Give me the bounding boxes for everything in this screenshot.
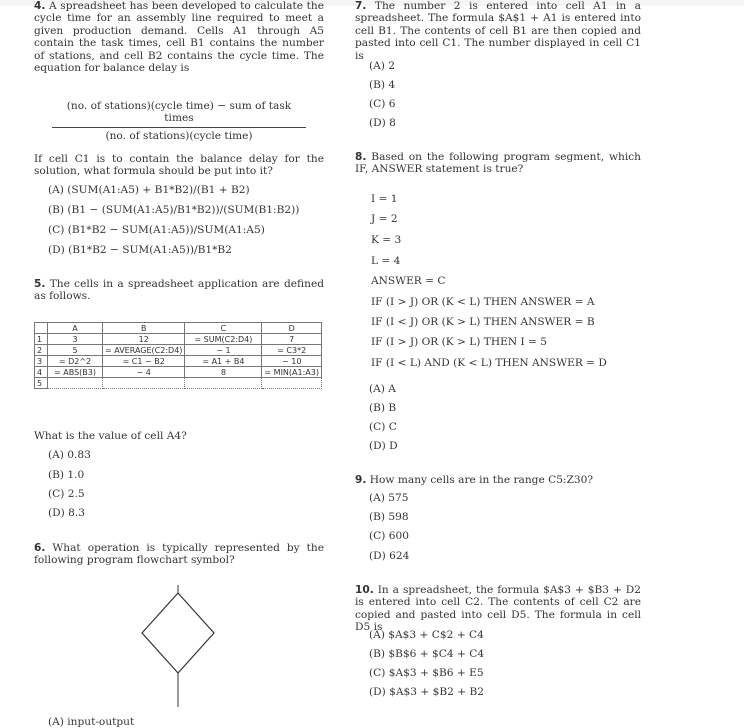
code-line-5: ANSWER = C — [371, 275, 446, 287]
code-line-3: K = 3 — [371, 234, 402, 246]
q9-text — [355, 474, 641, 486]
spreadsheet-row — [35, 367, 322, 378]
q9-choice-b: (B) 598 — [369, 511, 409, 523]
q9-number: 9. — [355, 474, 367, 486]
fraction-bar — [52, 127, 306, 128]
q7-body: The number 2 is entered into cell A1 in a spreadsheet. The formula $A$1 + A1 is entered into cell B1. The contents of cell B1 are then copied and pasted into cell C1. The number displayed in cell C1 is — [355, 0, 642, 62]
q7-choice-c: (C) 6 — [369, 98, 396, 110]
row-number: 1 — [35, 334, 48, 345]
q10-choice-a: (A) $A$3 + C$2 + C4 — [369, 629, 484, 641]
q5-choice-b: (B) 1.0 — [48, 469, 85, 481]
code-line-1: I = 1 — [371, 193, 398, 205]
cell-c2: − 1 — [185, 345, 262, 356]
cell-c1: = SUM(C2:D4) — [185, 334, 262, 345]
spreadsheet-row — [35, 356, 322, 367]
q6-choice-a: (A) input-output — [48, 716, 135, 728]
cell-c4: 8 — [185, 367, 262, 378]
q10-number: 10. — [355, 584, 374, 596]
q10-choice-c: (C) $A$3 + $B6 + E5 — [369, 667, 484, 679]
code-line-6: IF (I > J) OR (K < L) THEN ANSWER = A — [371, 296, 595, 308]
row-number: 5 — [35, 378, 48, 389]
cell-d4: = MIN(A1:A3) — [262, 367, 322, 378]
q6-text — [34, 542, 324, 567]
q10-choice-b: (B) $B$6 + $C4 + C4 — [369, 648, 485, 660]
balance-delay-fraction — [52, 100, 306, 142]
spreadsheet-row — [35, 345, 322, 356]
q8-choice-a: (A) A — [369, 383, 396, 395]
q7-choice-b: (B) 4 — [369, 79, 396, 91]
cell-c5 — [185, 378, 262, 389]
q5-text — [34, 278, 324, 303]
q7-choice-a: (A) 2 — [369, 60, 396, 72]
spreadsheet-row — [35, 334, 322, 345]
q7-choice-d: (D) 8 — [369, 117, 396, 129]
spreadsheet-header-row — [35, 323, 322, 334]
q8-choice-d: (D) D — [369, 440, 398, 452]
q7-text — [355, 0, 641, 62]
q9-choice-c: (C) 600 — [369, 530, 409, 542]
q8-body: Based on the following program segment, which IF, ANSWER statement is true? — [355, 151, 641, 176]
cell-a3: = D2^2 — [48, 356, 103, 367]
column-header-a: A — [48, 323, 103, 334]
q5-body: The cells in a spreadsheet application are defined as follows. — [34, 278, 324, 303]
q4-number: 4. — [34, 0, 46, 12]
code-line-2: J = 2 — [371, 213, 398, 225]
q4-text — [34, 0, 324, 74]
q8-text — [355, 151, 641, 176]
cell-b2: = AVERAGE(C2:D4) — [103, 345, 185, 356]
code-line-9: IF (I < L) AND (K < L) THEN ANSWER = D — [371, 357, 607, 369]
spreadsheet-row — [35, 378, 322, 389]
cell-d5 — [262, 378, 322, 389]
q8-choice-c: (C) C — [369, 421, 397, 433]
q8-number: 8. — [355, 151, 367, 163]
q9-choice-d: (D) 624 — [369, 550, 410, 562]
column-header-c: C — [185, 323, 262, 334]
cell-a5 — [48, 378, 103, 389]
column-header-b: B — [103, 323, 185, 334]
row-number: 4 — [35, 367, 48, 378]
cell-a1: 3 — [48, 334, 103, 345]
row-number: 2 — [35, 345, 48, 356]
q5-question: What is the value of cell A4? — [34, 430, 187, 442]
q5-choice-d: (D) 8.3 — [48, 507, 85, 519]
q10-text — [355, 584, 641, 634]
q5-number: 5. — [34, 278, 46, 290]
cell-d2: = C3*2 — [262, 345, 322, 356]
fraction-denominator: (no. of stations)(cycle time) — [105, 130, 253, 142]
spreadsheet-table — [34, 322, 322, 389]
column-header-d: D — [262, 323, 322, 334]
cell-b1: 12 — [103, 334, 185, 345]
cell-c3: = A1 + B4 — [185, 356, 262, 367]
q4-choice-d: (D) (B1*B2 − SUM(A1:A5))/B1*B2 — [48, 244, 232, 256]
cell-b4: − 4 — [103, 367, 185, 378]
code-line-8: IF (I > J) OR (K > L) THEN I = 5 — [371, 336, 548, 348]
cell-b5 — [103, 378, 185, 389]
cell-b3: = C1 − B2 — [103, 356, 185, 367]
q7-number: 7. — [355, 0, 367, 12]
cell-a2: 5 — [48, 345, 103, 356]
q10-body: In a spreadsheet, the formula $A$3 + $B3 + D2 is entered into cell C2. The contents of cell C2 are copied and pasted into cell D5. The formula in cell D5 is — [355, 584, 642, 634]
row-number: 3 — [35, 356, 48, 367]
q4-choice-a: (A) (SUM(A1:A5) + B1*B2)/(B1 + B2) — [48, 184, 250, 196]
q5-choice-c: (C) 2.5 — [48, 488, 85, 500]
cell-a4: = ABS(B3) — [48, 367, 103, 378]
q9-body: How many cells are in the range C5:Z30? — [369, 474, 594, 486]
q4-choice-b: (B) (B1 − (SUM(A1:A5)/B1*B2))/(SUM(B1:B2)) — [48, 204, 300, 216]
corner-cell — [35, 323, 48, 334]
q5-choice-a: (A) 0.83 — [48, 449, 91, 461]
q10-choice-d: (D) $A$3 + $B2 + B2 — [369, 686, 485, 698]
fraction-numerator: (no. of stations)(cycle time) − sum of task times — [66, 100, 292, 124]
q4-question: If cell C1 is to contain the balance delay for the solution, what formula should be put into it? — [34, 153, 324, 178]
code-line-4: L = 4 — [371, 255, 401, 267]
cell-d3: − 10 — [262, 356, 322, 367]
q4-body: A spreadsheet has been developed to calculate the cycle time for an assembly line required to meet a given production demand. Cells A1 through A5 contain the task times, cell B1 contains the number of stations, and cell B2 contains the cycle time. The equation for balance delay is — [34, 0, 324, 75]
q4-choice-c: (C) (B1*B2 − SUM(A1:A5))/SUM(A1:A5) — [48, 224, 265, 236]
cell-d1: 7 — [262, 334, 322, 345]
decision-diamond-icon — [138, 585, 218, 710]
q9-choice-a: (A) 575 — [369, 492, 409, 504]
code-line-7: IF (I < J) OR (K > L) THEN ANSWER = B — [371, 316, 595, 328]
q6-body: What operation is typically represented by the following program flowchart symbol? — [34, 542, 324, 567]
q6-number: 6. — [34, 542, 46, 554]
q8-choice-b: (B) B — [369, 402, 397, 414]
